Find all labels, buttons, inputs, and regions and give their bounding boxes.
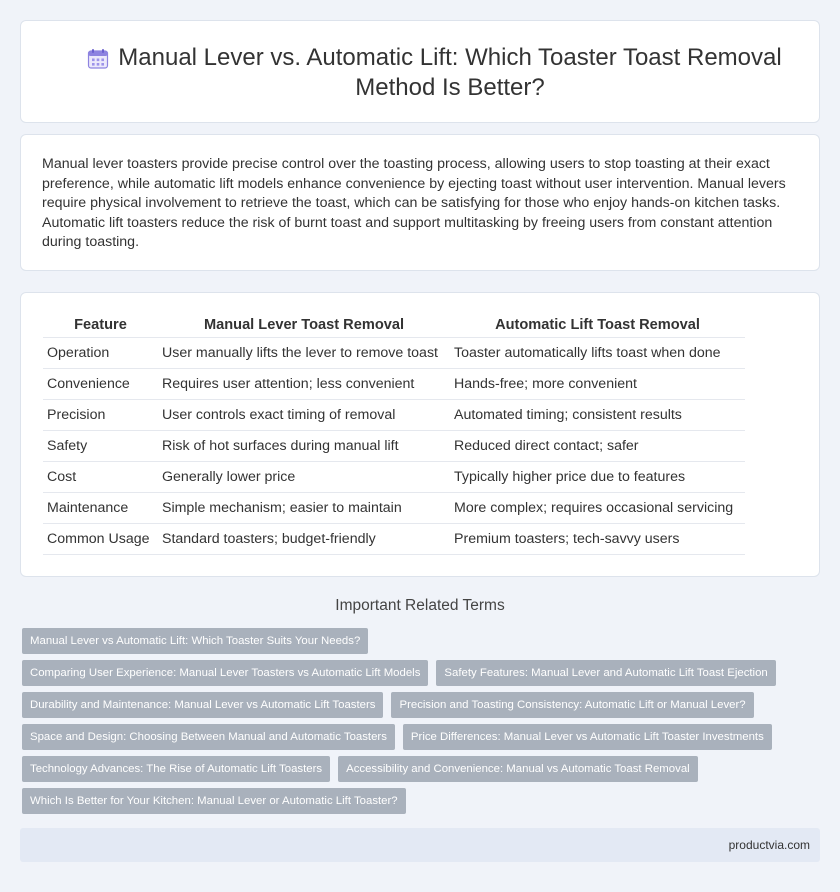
related-terms-heading: Important Related Terms (335, 597, 505, 614)
row-automatic: More complex; requires occasional servicing (450, 492, 745, 523)
row-automatic: Automated timing; consistent results (450, 399, 745, 430)
intro-card (20, 134, 820, 271)
related-term-tag[interactable]: Durability and Maintenance: Manual Lever vs Automatic Lift Toasters (22, 692, 383, 718)
comparison-card (20, 292, 820, 577)
table-row (43, 337, 745, 368)
row-automatic: Reduced direct contact; safer (450, 430, 745, 461)
related-term-tag[interactable]: Manual Lever vs Automatic Lift: Which Toaster Suits Your Needs? (22, 628, 368, 654)
related-term-tag[interactable]: Comparing User Experience: Manual Lever Toasters vs Automatic Lift Models (22, 660, 428, 686)
row-automatic: Typically higher price due to features (450, 461, 745, 492)
row-automatic: Toaster automatically lifts toast when done (450, 337, 745, 368)
row-manual: Risk of hot surfaces during manual lift (158, 430, 450, 461)
related-term-tag[interactable]: Precision and Toasting Consistency: Automatic Lift or Manual Lever? (391, 692, 753, 718)
table-row (43, 368, 745, 399)
row-feature: Common Usage (43, 523, 158, 554)
page-title: Manual Lever vs. Automatic Lift: Which Toaster Toast Removal Method Is Better? (118, 44, 782, 101)
row-automatic: Premium toasters; tech-savvy users (450, 523, 745, 554)
table-header-row (43, 313, 745, 337)
row-manual: User manually lifts the lever to remove toast (158, 337, 450, 368)
row-manual: Generally lower price (158, 461, 450, 492)
intro-paragraph: Manual lever toasters provide precise control over the toasting process, allowing users to stop toasting at their exact preference, while automatic lift models enhance convenience by ejecting toast without user intervention. Manual levers require physical involvement to retrieve the toast, which can be satisfying for those who enjoy hands-on kitchen tasks. Automatic lift toasters reduce the risk of burnt toast and support multitasking by freeing users from constant attention during toasting. (42, 156, 786, 251)
row-feature: Operation (43, 337, 158, 368)
row-manual: Requires user attention; less convenient (158, 368, 450, 399)
table-row (43, 399, 745, 430)
row-feature: Cost (43, 461, 158, 492)
related-terms-list (22, 628, 822, 820)
related-term-tag[interactable]: Which Is Better for Your Kitchen: Manual Lever or Automatic Lift Toaster? (22, 788, 406, 814)
table-row (43, 461, 745, 492)
row-feature: Convenience (43, 368, 158, 399)
header-manual-lever: Manual Lever Toast Removal (158, 313, 450, 337)
title-card (20, 20, 820, 123)
header-automatic-lift: Automatic Lift Toast Removal (450, 313, 745, 337)
calendar-grid-icon (87, 48, 109, 70)
related-term-tag[interactable]: Safety Features: Manual Lever and Automatic Lift Toast Ejection (436, 660, 775, 686)
table-row (43, 430, 745, 461)
row-feature: Safety (43, 430, 158, 461)
table-row (43, 492, 745, 523)
comparison-table (43, 313, 745, 555)
footer (20, 828, 820, 862)
row-manual: Standard toasters; budget-friendly (158, 523, 450, 554)
related-term-tag[interactable]: Space and Design: Choosing Between Manual and Automatic Toasters (22, 724, 395, 750)
table-row (43, 523, 745, 554)
row-feature: Maintenance (43, 492, 158, 523)
row-feature: Precision (43, 399, 158, 430)
header-feature: Feature (43, 313, 158, 337)
related-term-tag[interactable]: Technology Advances: The Rise of Automatic Lift Toasters (22, 756, 330, 782)
row-manual: Simple mechanism; easier to maintain (158, 492, 450, 523)
row-manual: User controls exact timing of removal (158, 399, 450, 430)
related-term-tag[interactable]: Accessibility and Convenience: Manual vs Automatic Toast Removal (338, 756, 698, 782)
source-link[interactable]: productvia.com (728, 838, 810, 852)
related-term-tag[interactable]: Price Differences: Manual Lever vs Automatic Lift Toaster Investments (403, 724, 772, 750)
row-automatic: Hands-free; more convenient (450, 368, 745, 399)
